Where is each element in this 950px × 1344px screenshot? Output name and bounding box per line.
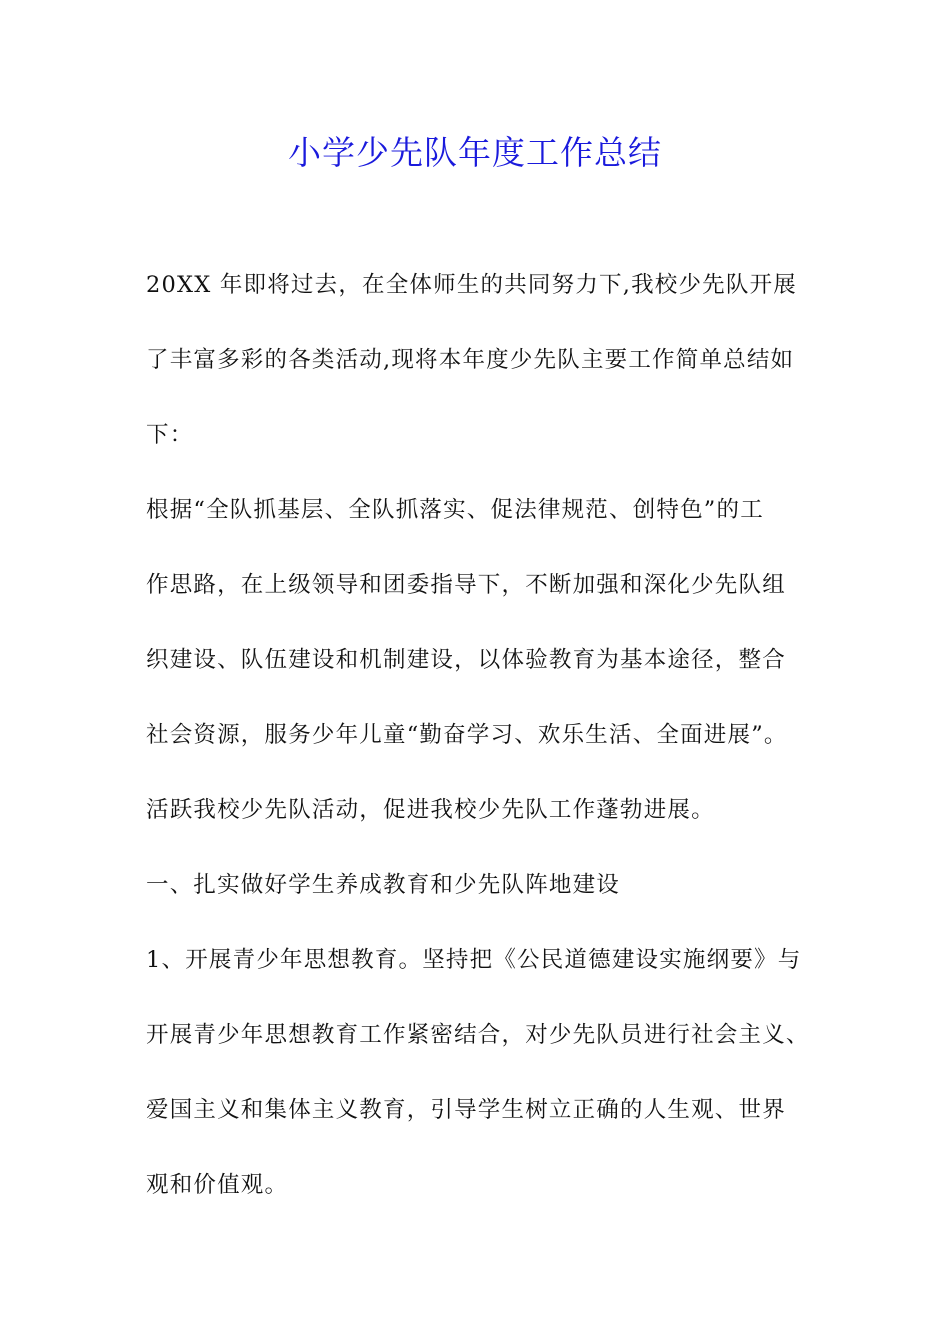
body-line: 活跃我校少先队活动，促进我校少先队工作蓬勃进展。 [146, 797, 715, 823]
document-body [146, 261, 836, 1236]
body-line: 根据“全队抓基层、全队抓落实、促法律规范、创特色”的工 [146, 497, 764, 523]
body-line: 下： [146, 422, 194, 448]
body-line: 织建设、队伍建设和机制建设，以体验教育为基本途径，整合 [146, 647, 786, 673]
body-line: 爱国主义和集体主义教育，引导学生树立正确的人生观、世界 [146, 1097, 786, 1123]
body-line: 开展青少年思想教育工作紧密结合，对少先队员进行社会主义、 [146, 1022, 810, 1048]
body-line: 作思路，在上级领导和团委指导下，不断加强和深化少先队组 [146, 572, 786, 598]
body-line: 20XX 年即将过去，在全体师生的共同努力下,我校少先队开展 [146, 272, 797, 298]
body-line: 1、开展青少年思想教育。坚持把《公民道德建设实施纲要》与 [146, 947, 802, 973]
section-heading: 一、扎实做好学生养成教育和少先队阵地建设 [146, 872, 621, 898]
body-line: 观和价值观。 [146, 1172, 289, 1198]
document-title: 小学少先队年度工作总结 [288, 133, 662, 172]
body-line: 社会资源，服务少年儿童“勤奋学习、欢乐生活、全面进展”。 [146, 722, 788, 748]
body-line: 了丰富多彩的各类活动,现将本年度少先队主要工作简单总结如 [146, 347, 795, 373]
